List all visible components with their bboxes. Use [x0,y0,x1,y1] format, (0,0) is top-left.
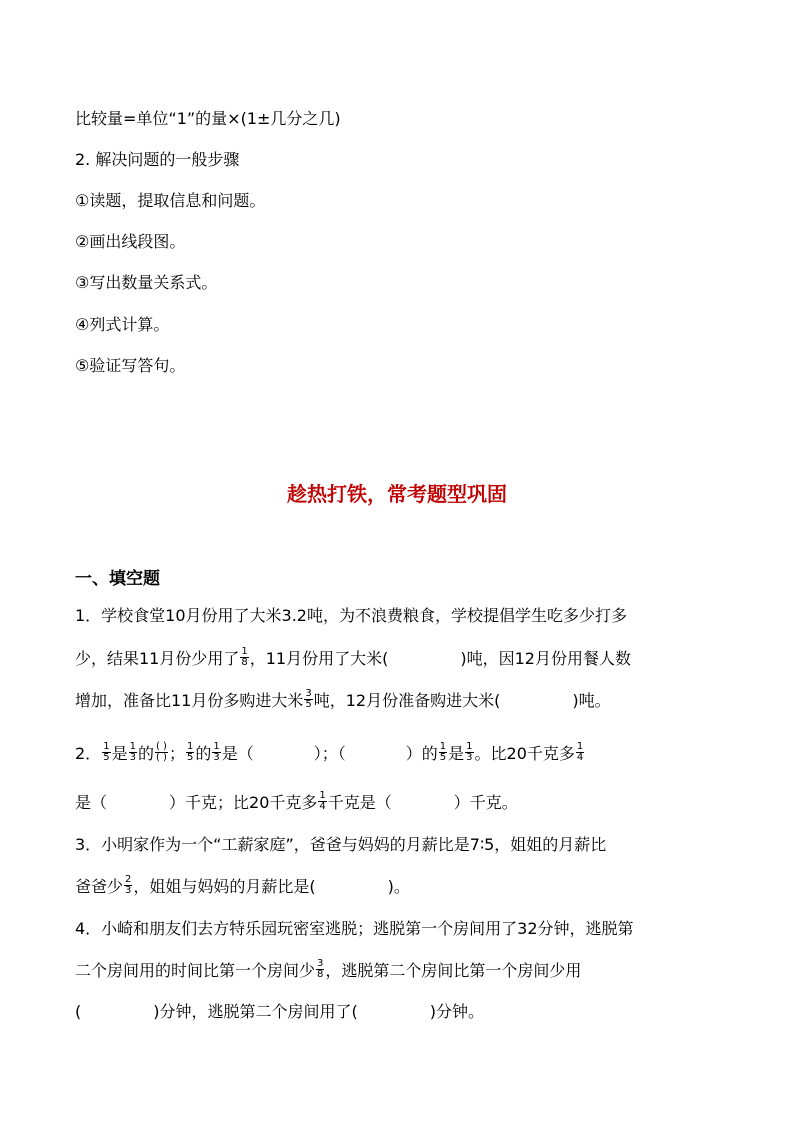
q1-text: 吨，12月份准备购进大米( [313,691,501,710]
fraction: $\frac{3}{5}$ [305,688,312,710]
q4-text: ( [75,1002,82,1021]
step-2: ②画出线段图。 [75,232,186,251]
q2-text: 的 [137,744,154,763]
q2-text: 。比20千克多 [474,744,575,763]
fraction: $\frac{1}{3}$ [213,741,220,763]
q3-text: )。 [387,877,410,896]
fraction: $\frac{1}{3}$ [129,741,136,763]
q1-line-1: 1．学校食堂10月份用了大米3.2吨，为不浪费粮食，学校提倡学生吃多少打多 [75,606,627,625]
step-3: ③写出数量关系式。 [75,273,218,292]
q4-line-1: 4．小崎和朋友们去方特乐园玩密室逃脱；逃脱第一个房间用了32分钟，逃脱第 [75,919,634,938]
q4-line-3 [75,1001,484,1023]
q4-line-2 [75,960,581,982]
fraction-blank[interactable]: $\frac{( )}{( )}$ [155,741,167,763]
q1-text: 增加，准备比11月份多购进大米 [75,691,304,710]
q2-text: 是 [448,744,465,763]
q2-text: 2． [75,744,102,763]
q1-text: )吨。 [572,691,611,710]
q4-text: )分钟。 [429,1002,484,1021]
q1-text: ，11月份用了大米( [249,649,389,668]
q2-line-1 [75,743,585,765]
q2-text: ）千克。 [453,793,518,812]
q1-text: 少，结果11月份少用了 [75,649,240,668]
q3-line-2 [75,876,410,898]
fraction: $\frac{1}{3}$ [466,741,473,763]
q2-text: ）千克；比20千克多 [169,793,318,812]
q1-line-2 [75,648,631,670]
steps-heading: 2. 解决问题的一般步骤 [75,150,240,169]
fraction: $\frac{1}{4}$ [576,741,584,763]
fraction: $\frac{2}{3}$ [125,874,132,896]
fraction: $\frac{1}{5}$ [103,741,110,763]
q2-text: 是（ [75,793,108,812]
q2-text: ； [168,744,185,763]
fraction: $\frac{1}{5}$ [439,741,447,763]
q1-text: )吨，因12月份用餐人数 [460,649,631,668]
fraction: $\frac{3}{8}$ [317,958,324,980]
section-heading: 一、填空题 [75,569,160,589]
q2-text: 的 [195,744,212,763]
fraction: $\frac{1}{5}$ [186,741,194,763]
fraction: $\frac{1}{8}$ [241,646,248,668]
q2-text: ）；（ [313,744,346,763]
q2-text: 千克是（ [327,793,392,812]
step-5: ⑤验证写答句。 [75,356,186,375]
intro-formula: 比较量=单位“1”的量×(1±几分之几) [75,109,341,128]
q1-line-3 [75,690,611,712]
q4-text: ，逃脱第二个房间比第一个房间少用 [325,961,582,980]
step-1: ①读题，提取信息和问题。 [75,191,266,210]
fraction: $\frac{1}{4}$ [319,790,326,812]
q2-text: ）的 [405,744,438,763]
q4-text: )分钟，逃脱第二个房间用了( [153,1002,358,1021]
q2-text: 是 [111,744,128,763]
q3-text: ，姐姐与妈妈的月薪比是( [133,877,316,896]
q4-text: 二个房间用的时间比第一个房间少 [75,961,316,980]
q3-text: 爸爸少 [75,877,124,896]
page-title: 趁热打铁，常考题型巩固 [287,482,507,506]
step-4: ④列式计算。 [75,315,170,334]
q2-line-2 [75,792,518,814]
q3-line-1: 3．小明家作为一个“工薪家庭”，爸爸与妈妈的月薪比是7∶5，姐姐的月薪比 [75,835,607,854]
q2-text: 是（ [221,744,254,763]
